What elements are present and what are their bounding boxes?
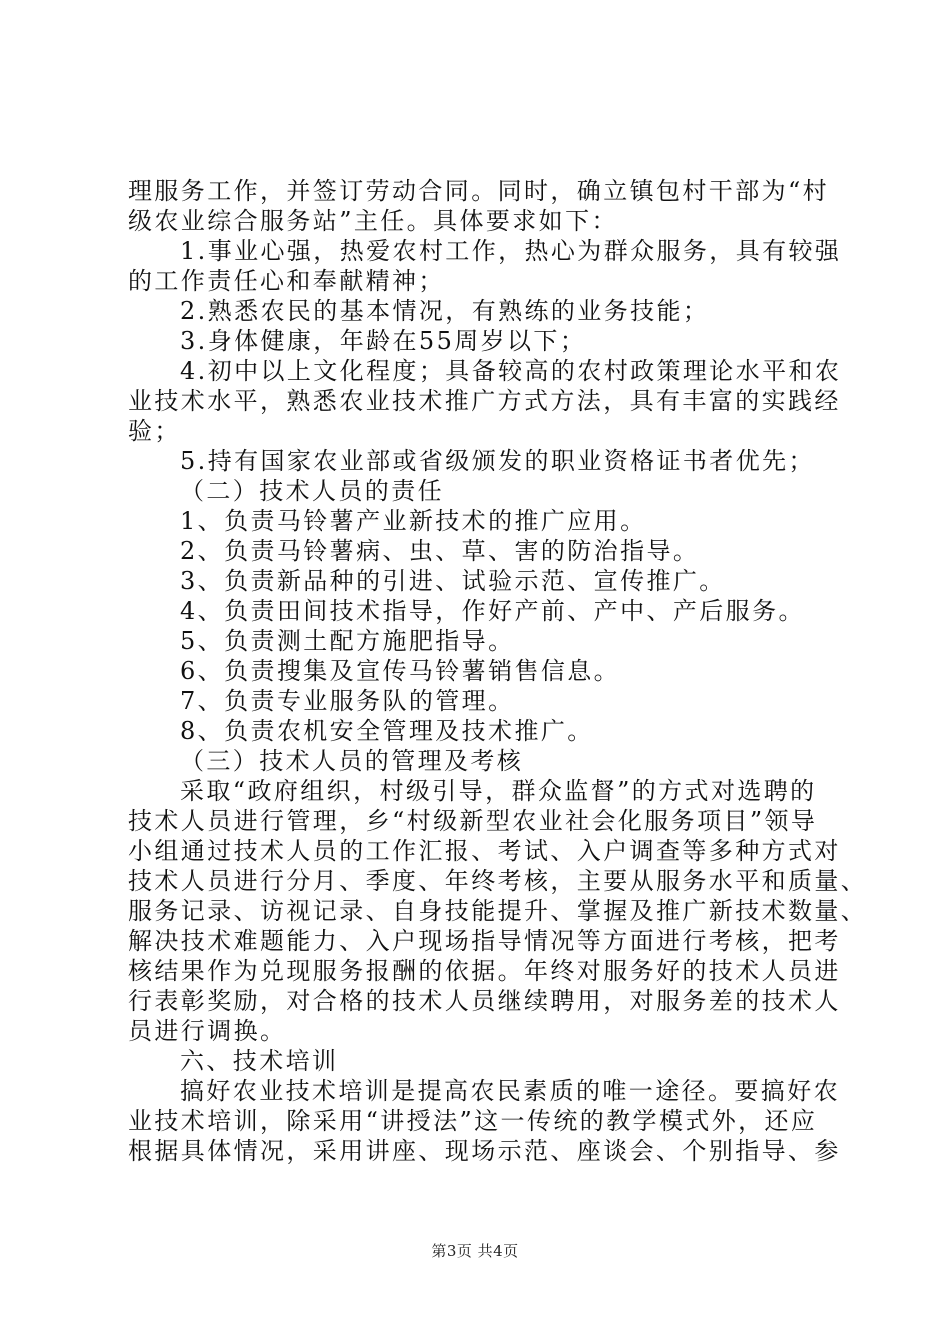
text-line: 核结果作为兑现服务报酬的依据。年终对服务好的技术人员进 bbox=[128, 957, 841, 985]
page-footer: 第3页 共4页 bbox=[431, 1242, 519, 1260]
text-line: 小组通过技术人员的工作汇报、考试、入户调查等多种方式对 bbox=[128, 837, 841, 865]
text-line: 行表彰奖励，对合格的技术人员继续聘用，对服务差的技术人 bbox=[128, 987, 841, 1015]
text-line: 2.熟悉农民的基本情况，有熟练的业务技能； bbox=[180, 297, 710, 325]
text-line: 5、负责测土配方施肥指导。 bbox=[180, 627, 515, 655]
text-line: 技术人员进行管理，乡“村级新型农业社会化服务项目”领导 bbox=[128, 807, 818, 835]
text-line: 2、负责马铃薯病、虫、草、害的防治指导。 bbox=[180, 537, 700, 565]
text-line: 级农业综合服务站”主任。具体要求如下： bbox=[128, 207, 618, 235]
text-line: 5.持有国家农业部或省级颁发的职业资格证书者优先； bbox=[180, 447, 815, 475]
text-line: 员进行调换。 bbox=[128, 1017, 287, 1045]
text-line: 7、负责专业服务队的管理。 bbox=[180, 687, 515, 715]
text-line: （三）技术人员的管理及考核 bbox=[180, 747, 524, 775]
text-line: 1、负责马铃薯产业新技术的推广应用。 bbox=[180, 507, 647, 535]
text-line: 3.身体健康，年龄在55周岁以下； bbox=[180, 327, 587, 355]
text-line: 理服务工作，并签订劳动合同。同时，确立镇包村干部为“村 bbox=[128, 177, 830, 205]
text-line: （二）技术人员的责任 bbox=[180, 477, 444, 505]
text-line: 服务记录、访视记录、自身技能提升、掌握及推广新技术数量、 bbox=[128, 897, 868, 925]
text-line: 的工作责任心和奉献精神； bbox=[128, 267, 445, 295]
text-line: 业技术水平，熟悉农业技术推广方式方法，具有丰富的实践经 bbox=[128, 387, 841, 415]
text-line: 六、技术培训 bbox=[180, 1047, 339, 1075]
text-line: 解决技术难题能力、入户现场指导情况等方面进行考核，把考 bbox=[128, 927, 841, 955]
text-line: 3、负责新品种的引进、试验示范、宣传推广。 bbox=[180, 567, 726, 595]
text-line: 8、负责农机安全管理及技术推广。 bbox=[180, 717, 594, 745]
text-line: 根据具体情况，采用讲座、现场示范、座谈会、个别指导、参 bbox=[128, 1137, 841, 1165]
document-body bbox=[128, 176, 868, 1166]
text-line: 4.初中以上文化程度；具备较高的农村政策理论水平和农 bbox=[180, 357, 842, 385]
text-line: 1.事业心强，热爱农村工作，热心为群众服务，具有较强 bbox=[180, 237, 842, 265]
text-line: 4、负责田间技术指导，作好产前、产中、产后服务。 bbox=[180, 597, 805, 625]
text-line: 6、负责搜集及宣传马铃薯销售信息。 bbox=[180, 657, 621, 685]
text-line: 验； bbox=[128, 417, 181, 445]
text-line: 采取“政府组织，村级引导，群众监督”的方式对选聘的 bbox=[180, 777, 817, 805]
text-line: 业技术培训，除采用“讲授法”这一传统的教学模式外，还应 bbox=[128, 1107, 818, 1135]
text-line: 技术人员进行分月、季度、年终考核，主要从服务水平和质量、 bbox=[128, 867, 868, 895]
text-line: 搞好农业技术培训是提高农民素质的唯一途径。要搞好农 bbox=[180, 1077, 840, 1105]
